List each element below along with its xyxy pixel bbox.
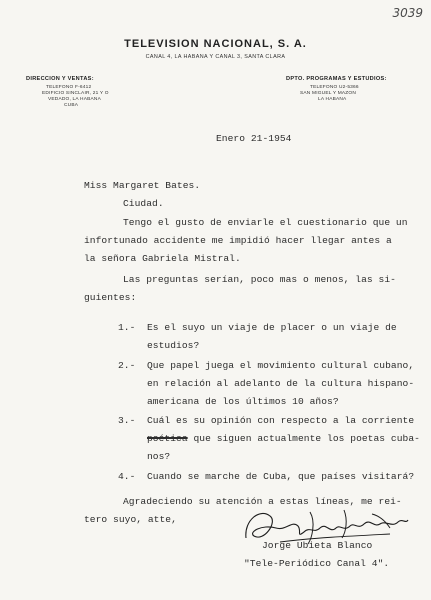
recipient-name: Miss Margaret Bates. — [84, 180, 201, 191]
left-block-line: TELEFONO F-6412 — [46, 85, 92, 90]
right-block-title: DPTO. PROGRAMAS Y ESTUDIOS: — [286, 76, 387, 82]
signer-name: Jorge Ubieta Blanco — [262, 540, 373, 551]
question-line: estudios? — [147, 340, 200, 351]
paragraph-line: tero suyo, atte, — [84, 514, 177, 525]
paragraph-line: infortunado accidente me impidió hacer llegar antes a — [84, 235, 392, 246]
left-block-title: DIRECCION Y VENTAS: — [26, 76, 94, 82]
question-line-rest: que siguen actualmente los poetas cuba- — [187, 433, 420, 444]
question-number: 2.- — [118, 360, 136, 371]
archive-annotation: 3039 — [392, 6, 423, 20]
paragraph-line: Las preguntas serían, poco mas o menos, las si- — [123, 274, 396, 285]
question-line: Cuando se marche de Cuba, que países visitará? — [147, 471, 415, 482]
question-line: Es el suyo un viaje de placer o un viaje de — [147, 322, 397, 333]
left-block-line: VEDADO, LA HABANA — [48, 97, 101, 102]
question-line: americana de los últimos 10 años? — [147, 396, 339, 407]
letterhead-company: TELEVISION NACIONAL, S. A. — [124, 38, 307, 50]
recipient-city: Ciudad. — [123, 198, 164, 209]
left-block-line: CUBA — [64, 103, 79, 108]
question-line: en relación al adelanto de la cultura hispano- — [147, 378, 415, 389]
paragraph-line: Agradeciendo su atención a estas líneas, me rei- — [123, 496, 402, 507]
question-number: 1.- — [118, 322, 136, 333]
question-number: 4.- — [118, 471, 136, 482]
question-line: Cuál es su opinión con respecto a la corriente — [147, 415, 415, 426]
right-block-line: TELEFONO U2-5366 — [310, 85, 359, 90]
signer-organization: "Tele-Periódico Canal 4". — [244, 558, 390, 569]
question-line — [147, 433, 420, 444]
right-block-line: SAN MIGUEL Y MAZON — [300, 91, 357, 96]
paragraph-line: la señora Gabriela Mistral. — [84, 253, 241, 264]
left-block-line: EDIFICIO SINCLAIR, 21 Y O — [42, 91, 109, 96]
question-number: 3.- — [118, 415, 136, 426]
question-line: nos? — [147, 451, 171, 462]
letterhead-channels: CANAL 4, LA HABANA Y CANAL 3, SANTA CLARA — [145, 54, 286, 60]
question-line: Que papel juega el movimiento cultural cubano, — [147, 360, 415, 371]
struck-word: poética — [147, 433, 188, 444]
letter-date: Enero 21-1954 — [216, 133, 292, 144]
paragraph-line: Tengo el gusto de enviarle el cuestionario que un — [123, 217, 408, 228]
paragraph-line: guientes: — [84, 292, 137, 303]
right-block-line: LA HABANA — [318, 97, 347, 102]
